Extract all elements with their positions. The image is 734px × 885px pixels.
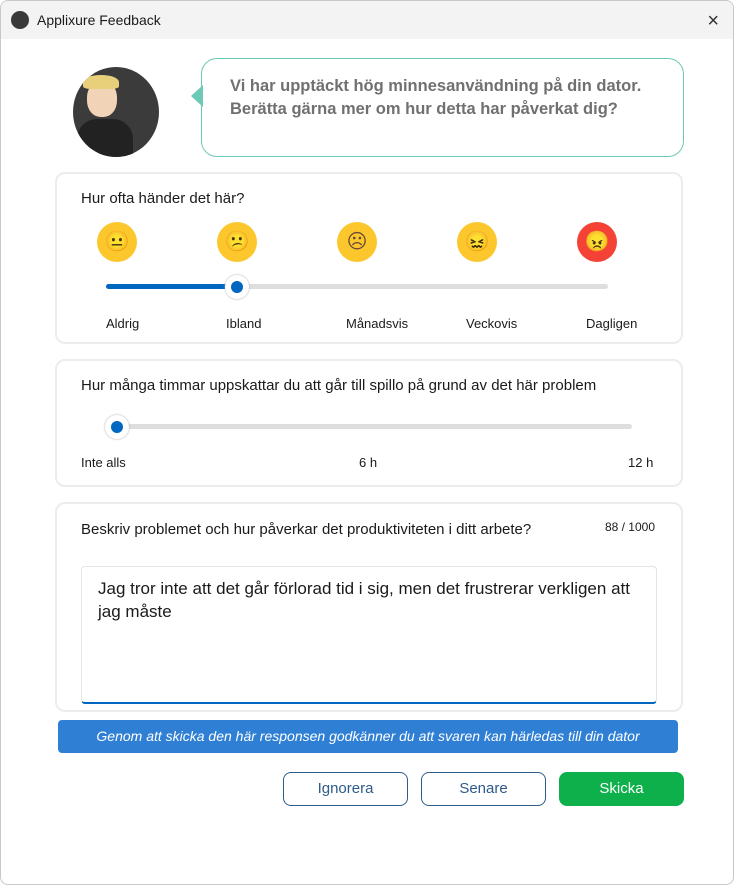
- option-label: Månadsvis: [346, 316, 409, 331]
- window-title: Applixure Feedback: [37, 12, 161, 28]
- frequency-card: [55, 172, 683, 344]
- hours-slider-track[interactable]: [117, 424, 632, 429]
- avatar: [73, 67, 159, 157]
- emoji-confused-icon[interactable]: 😕: [217, 222, 257, 262]
- hours-min-label: Inte alls: [81, 455, 126, 470]
- description-card: [55, 502, 683, 712]
- later-button[interactable]: Senare: [421, 772, 546, 806]
- character-counter: 88 / 1000: [604, 520, 655, 534]
- frequency-question: Hur ofta händer det här?: [81, 190, 245, 207]
- emoji-angry-icon[interactable]: 😠: [577, 222, 617, 262]
- option-label: Veckovis: [466, 316, 518, 331]
- hours-mid-label: 6 h: [359, 455, 378, 470]
- description-input[interactable]: Jag tror inte att det går förlorad tid i sig, men det frustrerar verkligen att jag måste: [81, 566, 657, 704]
- frequency-slider-fill: [106, 284, 236, 289]
- app-icon: [11, 11, 29, 29]
- title-bar: [1, 1, 733, 39]
- option-label: Dagligen: [586, 316, 638, 331]
- hours-slider-thumb[interactable]: [105, 415, 129, 439]
- description-question: Beskriv problemet och hur påverkar det produktiviteten i ditt arbete?: [81, 521, 532, 538]
- hours-max-label: 12 h: [628, 455, 654, 470]
- ignore-button[interactable]: Ignorera: [283, 772, 408, 806]
- option-label: Aldrig: [106, 316, 140, 331]
- emoji-sad-icon[interactable]: ☹: [337, 222, 377, 262]
- frequency-slider-thumb[interactable]: [225, 275, 249, 299]
- emoji-frustrated-icon[interactable]: 😖: [457, 222, 497, 262]
- emoji-neutral-icon[interactable]: 😐: [97, 222, 137, 262]
- consent-notice: Genom att skicka den här responsen godkänner du att svaren kan härledas till din dator: [58, 720, 678, 753]
- hours-question: Hur många timmar uppskattar du att går till spillo på grund av det här problem: [81, 377, 597, 394]
- hours-card: [55, 359, 683, 487]
- close-icon[interactable]: ×: [707, 10, 719, 32]
- option-label: Ibland: [226, 316, 262, 331]
- message-bubble: Vi har upptäckt hög minnesanvändning på din dator. Berätta gärna mer om hur detta har påverkat dig?: [201, 58, 684, 157]
- send-button[interactable]: Skicka: [559, 772, 684, 806]
